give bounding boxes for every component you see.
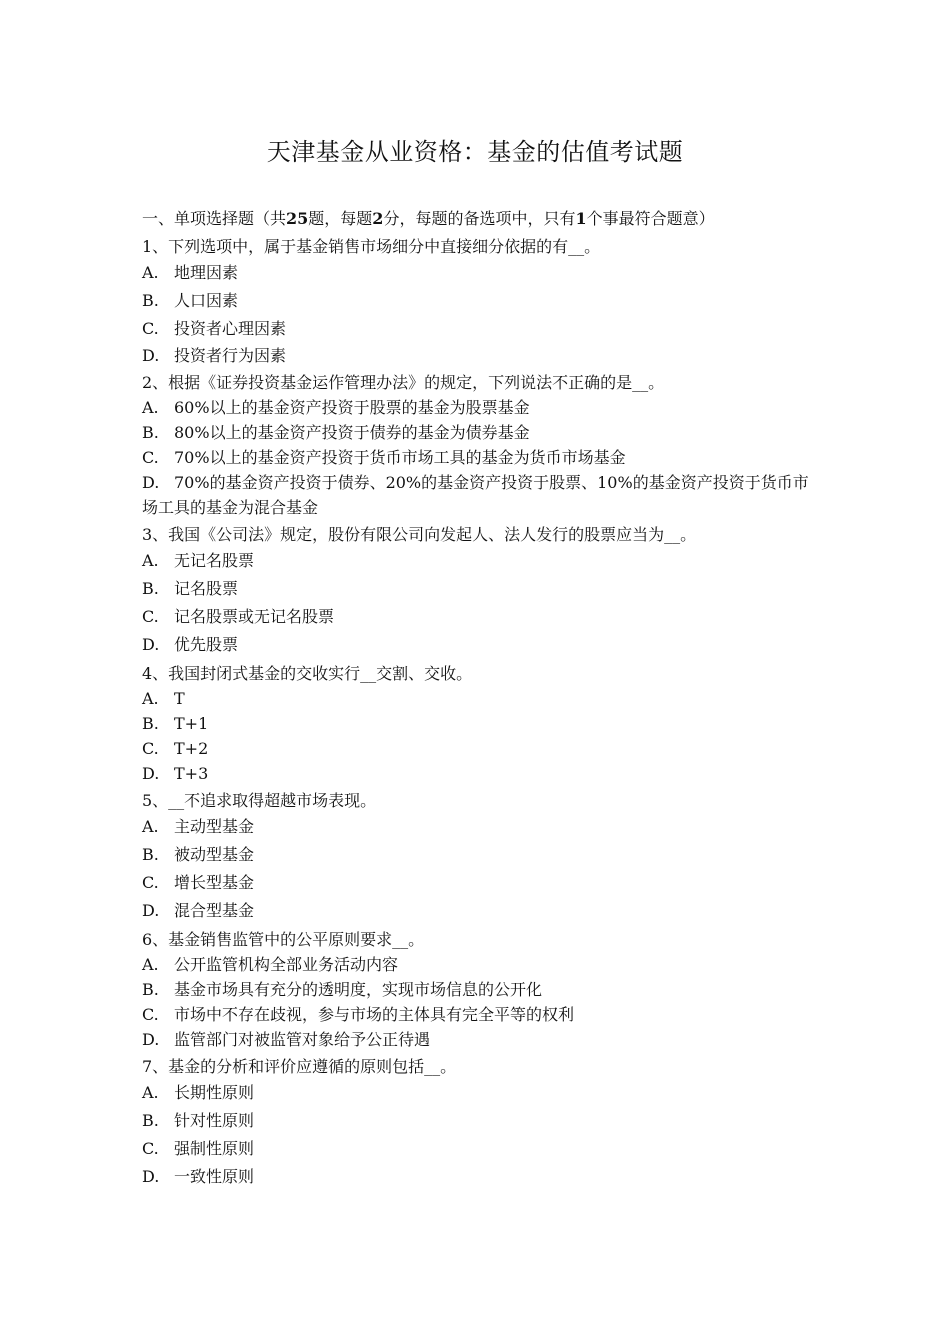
- option-item: [142, 445, 812, 470]
- option-letter: C.: [142, 1139, 159, 1158]
- option-letter: A.: [142, 263, 159, 282]
- section-heading: [142, 208, 812, 230]
- option-letter: B.: [142, 291, 159, 310]
- option-letter: D.: [142, 901, 160, 920]
- option-item: [142, 711, 812, 736]
- option-text: 记名股票或无记名股票: [174, 607, 335, 626]
- option-text: 人口因素: [174, 291, 239, 310]
- option-item: [142, 1002, 812, 1027]
- option-letter: A.: [142, 689, 159, 708]
- option-letter: B.: [142, 714, 159, 733]
- option-text: 优先股票: [174, 635, 239, 654]
- option-item: [142, 1163, 812, 1191]
- question-count: 25: [286, 209, 309, 228]
- question-stem: 4、我国封闭式基金的交收实行__交割、交收。: [142, 664, 473, 683]
- option-letter: A.: [142, 955, 159, 974]
- question-stem: 7、基金的分析和评价应遵循的原则包括__。: [142, 1057, 457, 1076]
- option-item: [142, 631, 812, 659]
- correct-count: 1: [575, 209, 587, 228]
- option-letter: A.: [142, 398, 159, 417]
- option-item: [142, 841, 812, 869]
- option-item: [142, 547, 812, 575]
- option-text: 一致性原则: [174, 1167, 255, 1186]
- option-letter: A.: [142, 551, 159, 570]
- option-letter: D.: [142, 1167, 160, 1186]
- option-letter: B.: [142, 579, 159, 598]
- option-text: 80%以上的基金资产投资于债券的基金为债券基金: [174, 423, 530, 442]
- option-letter: A.: [142, 817, 159, 836]
- option-item: [142, 315, 812, 343]
- question-stem: 1、下列选项中，属于基金销售市场细分中直接细分依据的有__。: [142, 237, 601, 256]
- option-letter: C.: [142, 448, 159, 467]
- option-letter: D.: [142, 764, 160, 783]
- option-item: [142, 897, 812, 925]
- option-item: [142, 603, 812, 631]
- option-text: 公开监管机构全部业务活动内容: [174, 955, 399, 974]
- points-per-question: 2: [372, 209, 384, 228]
- option-text: 投资者行为因素: [174, 346, 287, 365]
- option-text: 记名股票: [174, 579, 239, 598]
- option-text: 混合型基金: [174, 901, 255, 920]
- question-stem: 2、根据《证券投资基金运作管理办法》的规定，下列说法不正确的是__。: [142, 373, 665, 392]
- option-item: [142, 420, 812, 445]
- option-text: 长期性原则: [174, 1083, 255, 1102]
- option-item: [142, 287, 812, 315]
- option-item: [142, 952, 812, 977]
- option-text: 针对性原则: [174, 1111, 255, 1130]
- option-item: [142, 686, 812, 711]
- option-item: [142, 977, 812, 1002]
- option-item: [142, 575, 812, 603]
- option-text: 市场中不存在歧视，参与市场的主体具有完全平等的权利: [174, 1005, 575, 1024]
- option-text: 70%以上的基金资产投资于货币市场工具的基金为货币市场基金: [174, 448, 626, 467]
- option-item: [142, 470, 812, 520]
- option-text: 被动型基金: [174, 845, 255, 864]
- option-letter: C.: [142, 607, 159, 626]
- option-text: 地理因素: [174, 263, 239, 282]
- option-text: T+1: [174, 714, 209, 733]
- section-heading-text: 个事最符合题意）: [586, 209, 715, 228]
- option-item: [142, 1027, 812, 1052]
- option-text: T+2: [174, 739, 209, 758]
- option-text: 增长型基金: [174, 873, 255, 892]
- question-stem: 5、__不追求取得超越市场表现。: [142, 791, 377, 810]
- option-item: [142, 869, 812, 897]
- section-heading-text: 题，每题: [308, 209, 373, 228]
- option-text: 无记名股票: [174, 551, 255, 570]
- section-heading-text: 分，每题的备选项中，只有: [383, 209, 576, 228]
- option-item: [142, 813, 812, 841]
- option-letter: B.: [142, 423, 159, 442]
- option-item: [142, 1079, 812, 1107]
- option-letter: D.: [142, 1030, 160, 1049]
- option-text: 基金市场具有充分的透明度，实现市场信息的公开化: [174, 980, 543, 999]
- option-text: T: [174, 689, 185, 708]
- option-letter: C.: [142, 873, 159, 892]
- option-letter: D.: [142, 635, 160, 654]
- option-letter: A.: [142, 1083, 159, 1102]
- option-text: 监管部门对被监管对象给予公正待遇: [174, 1030, 431, 1049]
- option-text: 主动型基金: [174, 817, 255, 836]
- option-text: 强制性原则: [174, 1139, 255, 1158]
- option-item: [142, 259, 812, 287]
- option-item: [142, 1135, 812, 1163]
- option-letter: B.: [142, 845, 159, 864]
- option-item: [142, 1107, 812, 1135]
- option-letter: B.: [142, 980, 159, 999]
- option-item: [142, 736, 812, 761]
- option-letter: D.: [142, 346, 160, 365]
- document-title: 天津基金从业资格：基金的估值考试题: [266, 138, 684, 166]
- document-body: [142, 208, 812, 1191]
- option-letter: C.: [142, 1005, 159, 1024]
- question-stem: 6、基金销售监管中的公平原则要求__。: [142, 930, 425, 949]
- option-text: 60%以上的基金资产投资于股票的基金为股票基金: [174, 398, 530, 417]
- option-letter: D.: [142, 473, 160, 492]
- option-text: T+3: [174, 764, 209, 783]
- option-text: 70%的基金资产投资于债券、20%的基金资产投资于股票、10%的基金资产投资于货币市场工具的基金为混合基金: [142, 473, 809, 517]
- option-letter: C.: [142, 739, 159, 758]
- option-item: [142, 343, 812, 368]
- section-heading-text: 一、单项选择题（共: [142, 209, 287, 228]
- option-letter: C.: [142, 319, 159, 338]
- option-item: [142, 761, 812, 786]
- option-letter: B.: [142, 1111, 159, 1130]
- option-item: [142, 395, 812, 420]
- question-stem: 3、我国《公司法》规定，股份有限公司向发起人、法人发行的股票应当为__。: [142, 525, 697, 544]
- option-text: 投资者心理因素: [174, 319, 287, 338]
